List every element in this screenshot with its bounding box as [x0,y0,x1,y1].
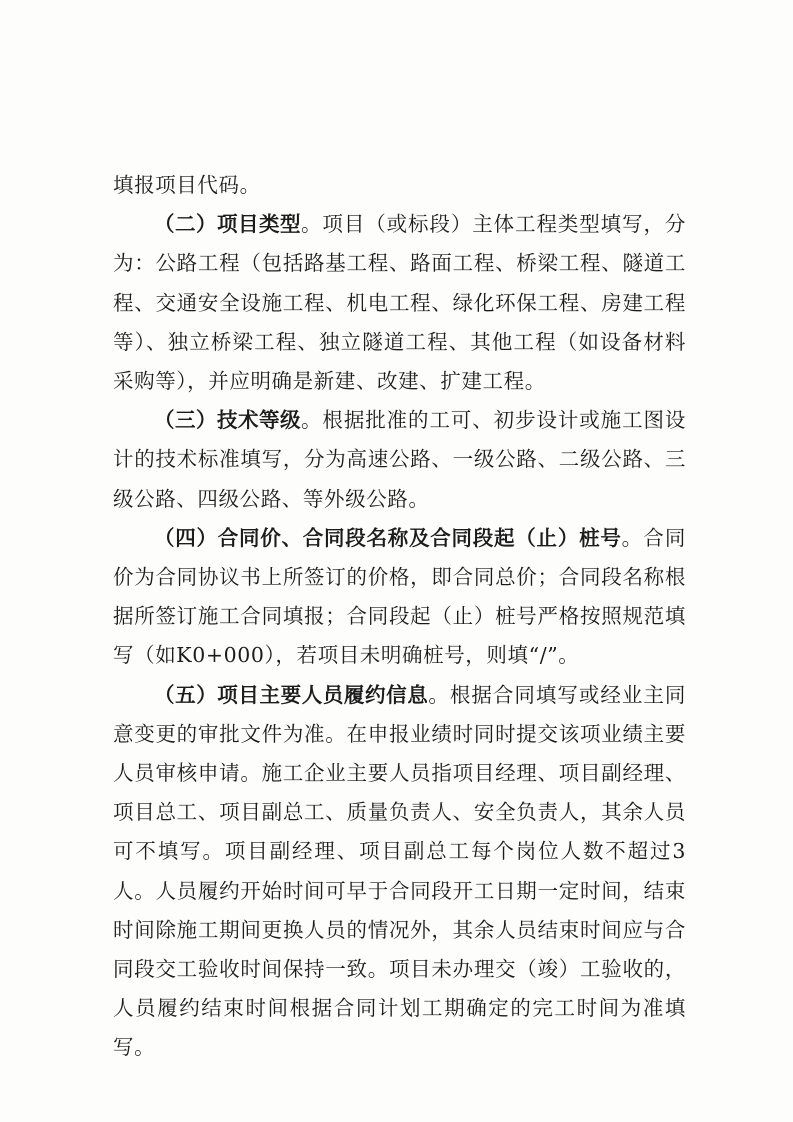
paragraph-text: 填报项目代码。 [113,173,261,197]
paragraph-technical-grade [113,401,686,519]
paragraph-continuation [113,166,686,205]
paragraph-text: 。根据批准的工可、初步设计或施工图设计的技术标准填写，分为高速公路、一级公路、二级公路、三级公路、四级公路、等外级公路。 [113,408,686,511]
paragraph-text: 。项目（或标段）主体工程类型填写，分为：公路工程（包括路基工程、路面工程、桥梁工程、隧道工程、交通安全设施工程、机电工程、绿化环保工程、房建工程等）、独立桥梁工程、独立隧道工程、其他工程（如设备材料采购等），并应明确是新建、改建、扩建工程。 [113,212,686,394]
paragraph-contract-info [113,519,686,676]
paragraph-project-type [113,205,686,401]
paragraph-personnel-info [113,676,686,1068]
section-heading-project-type: （二）项目类型 [154,212,302,237]
paragraph-text: 。合同价为合同协议书上所签订的价格，即合同总价；合同段名称根据所签订施工合同填报；合同段起（止）桩号严格按照规范填写（如K0+000），若项目未明确桩号，则填“/”。 [113,525,686,668]
section-heading-personnel-info: （五）项目主要人员履约信息 [154,682,429,707]
document-body [113,166,686,1068]
section-heading-technical-grade: （三）技术等级 [154,408,302,433]
paragraph-text: 。根据合同填写或经业主同意变更的审批文件为准。在申报业绩时同时提交该项业绩主要人员审核申请。施工企业主要人员指项目经理、项目副经理、项目总工、项目副总工、质量负责人、安全负责人，其余人员可不填写。项目副经理、项目副总工每个岗位人数不超过3人。人员履约开始时间可早于合同段开工日期一定时间，结束时间除施工期间更换人员的情况外，其余人员结束时间应与合同段交工验收时间保持一致。项目未办理交（竣）工验收的，人员履约结束时间根据合同计划工期确定的完工时间为准填写。 [113,682,686,1060]
section-heading-contract-info: （四）合同价、合同段名称及合同段起（止）桩号 [154,525,622,550]
